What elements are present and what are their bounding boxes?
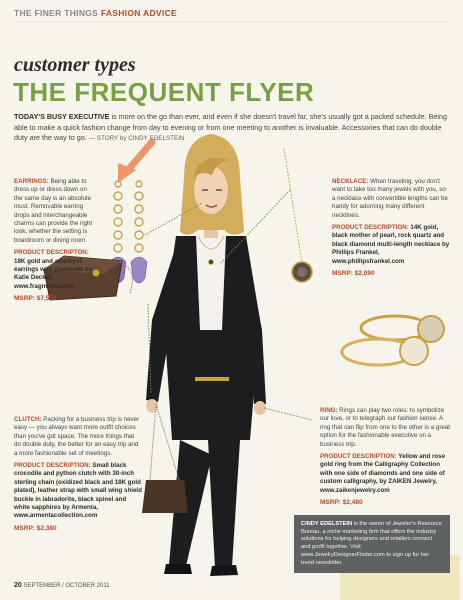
necklace-image — [284, 148, 312, 282]
clutch-text: Packing for a business trip is never easy — you always want more outfit choices than you've got space. The more things that do double duty, the better for an easy trip and a more fashionable set of meetings. — [14, 416, 140, 457]
left-shoe — [164, 564, 192, 574]
clutch-lead: CLUTCH: — [14, 416, 42, 423]
clutch-block — [14, 416, 142, 533]
earrings-text: Being able to dress up or dress down on the same day is an absolute must. Removable earring drops and interchangeable charms can provide the right look, whether the setting is boardroom or dining room. — [14, 178, 93, 244]
intro-paragraph — [14, 112, 450, 145]
earrings-pd-text: 18K gold and amethyst earrings with diamonds by Katie Decker, www.fragments.com — [14, 257, 93, 290]
ring-image — [342, 316, 444, 365]
page-number: 20 — [14, 582, 22, 589]
right-shoe — [210, 565, 238, 576]
necklace-block — [332, 178, 450, 278]
earrings-msrp: MSRP: $7,550 — [14, 295, 57, 303]
issue-date: SEPTEMBER / OCTOBER 2011 — [23, 583, 110, 589]
byline: — STORY by CINDY EDELSTEIN — [88, 135, 185, 142]
held-clutch — [142, 480, 188, 513]
section-subname: FASHION ADVICE — [100, 8, 177, 18]
necklace-lead: NECKLACE: — [332, 178, 369, 185]
arrow-icon — [118, 142, 152, 183]
author-bio — [294, 515, 450, 573]
page-footer — [14, 582, 110, 589]
author-bio-text: is the owner of Jeweler's Resource Bureau, a niche marketing firm that offers the industry solutions for helping designers and retailers connect and profit together. Visit www.JewelryDesignerFinder.com to sign up for her trend newsletter. — [301, 521, 442, 566]
clutch-pd-label: PRODUCT DESCRIPTION: — [14, 462, 91, 470]
necklace-pd-label: PRODUCT DESCRIPTION: — [332, 224, 409, 232]
intro-lead: TODAY'S BUSY EXECUTIVE — [14, 112, 110, 121]
necklace-text: When traveling, you don't want to take too many jewels with you, so a necklace with convertible lengths can be handy for adorning many different necklines. — [332, 178, 448, 219]
headline: THE FREQUENT FLYER — [13, 77, 315, 107]
ring-pd-text: Yellow and rose gold ring from the Calligraphy Collection with one side of diamonds and one side of custom calligraphy, by ZAIKEN Jewelry, www.zaikenjewelry.com — [320, 453, 446, 494]
ring-text: Rings can play two roles: to symbolize our love, or to telegraph our fashion sense. A ring that can flip from one to the other is a great option for the fashionable executive on a business trip. — [320, 407, 451, 448]
ring-msrp: MSRP: $2,480 — [320, 499, 363, 507]
kicker-title: customer types — [14, 54, 136, 76]
ring-block — [320, 407, 452, 507]
earrings-lead: EARRINGS: — [14, 178, 49, 185]
belt — [195, 377, 229, 381]
necklace-pd-text: 14K gold, black mother of pearl, rock quartz and black diamond multi-length necklace by Phillips Frankel, www.phillipsfrankel.com — [332, 224, 450, 265]
section-name: THE FINER THINGS — [14, 8, 99, 18]
necklace-msrp: MSRP: $2,090 — [332, 270, 375, 278]
earrings-pd-label: PRODUCT DESCRIPTON: — [14, 249, 89, 257]
earrings-image — [114, 181, 143, 252]
author-name: CINDY EDELSTEIN — [301, 521, 353, 527]
intro-text: is more on the go than ever, and even if she doesn't travel far, she's usually got a packed schedule. Being able to make a quick fashion change from day to evening or from one meeting to another is invaluable. Accessories that can do double duty are the way to go. — [14, 112, 448, 142]
woman-figure — [142, 134, 266, 576]
ring-pd-label: PRODUCT DESCRIPTION: — [320, 453, 397, 461]
ring-lead: RING: — [320, 407, 338, 414]
clutch-pd-text: Small black crocodile and python clutch with 30-inch sterling chain (oxidized black and 18K gold plated), leather strap with small wing shield buckle in labradorite, black spinel and white sapphires by Armenta, www.armentacollection.com — [14, 462, 142, 520]
earrings-block — [14, 178, 94, 304]
clutch-msrp: MSRP: $2,380 — [14, 524, 57, 532]
